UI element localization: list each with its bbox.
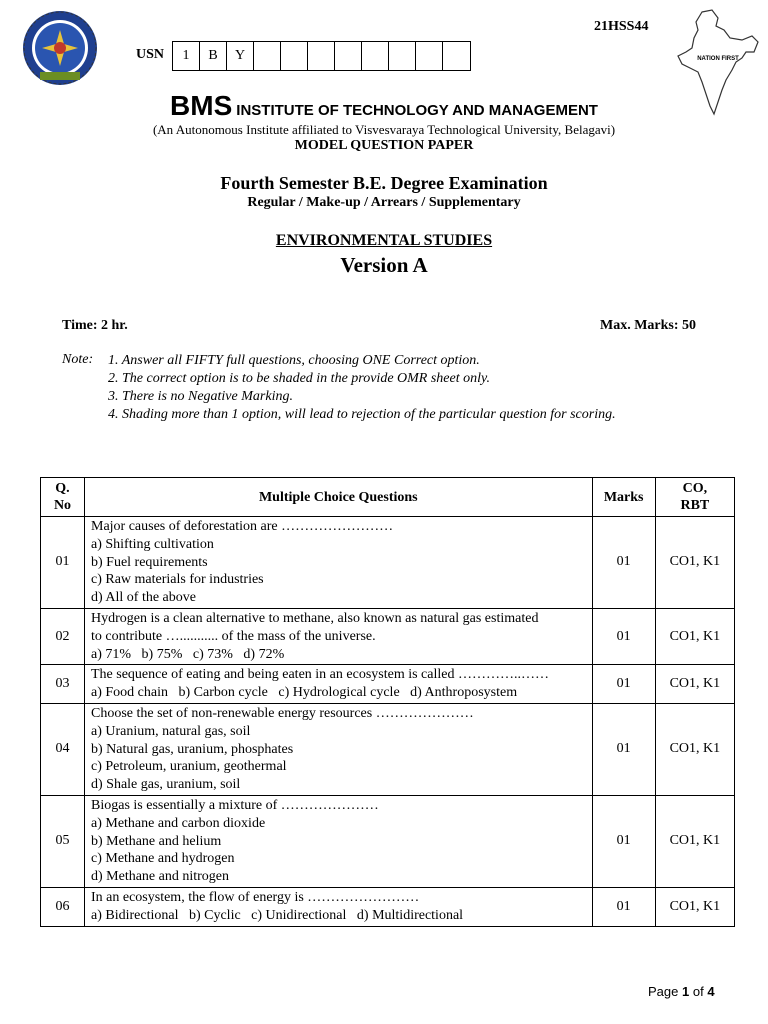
question-stem: The sequence of eating and being eaten in an ecosystem is called …………..…… (91, 667, 549, 683)
question-co-rbt: CO1, K1 (655, 517, 734, 609)
questions-table (40, 477, 735, 927)
question-option: b) Methane and helium (91, 833, 222, 849)
course-code: 21HSS44 (594, 19, 649, 34)
usn-box[interactable] (335, 42, 362, 70)
question-marks: 01 (592, 887, 655, 926)
question-stem: Hydrogen is a clean alternative to methane, also known as natural gas estimated (91, 610, 539, 626)
question-text (85, 795, 593, 887)
note-item: 1. Answer all FIFTY full questions, choosing ONE Correct option. (108, 353, 480, 368)
question-option: b) Fuel requirements (91, 554, 208, 570)
question-option: a) Methane and carbon dioxide (91, 815, 266, 831)
questions-body (41, 517, 735, 927)
question-marks: 01 (592, 795, 655, 887)
question-header: Multiple Choice Questions (85, 478, 593, 517)
question-option: b) Natural gas, uranium, phosphates (91, 741, 294, 757)
question-co-rbt: CO1, K1 (655, 887, 734, 926)
table-row (41, 795, 735, 887)
question-text (85, 703, 593, 795)
institute-title (0, 90, 768, 122)
usn-boxes (172, 41, 471, 71)
question-option: c) Raw materials for industries (91, 572, 264, 588)
note-item: 2. The correct option is to be shaded in the provide OMR sheet only. (108, 371, 490, 386)
exam-time: Time: 2 hr. (62, 318, 128, 333)
question-marks: 01 (592, 517, 655, 609)
notes-list (108, 352, 616, 424)
affiliation-text: (An Autonomous Institute affiliated to Visvesvaraya Technological University, Belagavi) (152, 122, 616, 137)
question-option: a) Uranium, natural gas, soil (91, 723, 251, 739)
exam-title: Fourth Semester B.E. Degree Examination (220, 173, 548, 193)
table-header-row (41, 478, 735, 517)
question-number: 01 (41, 517, 85, 609)
question-marks: 01 (592, 608, 655, 664)
question-stem: Biogas is essentially a mixture of ………………… (91, 797, 379, 813)
usn-box[interactable] (254, 42, 281, 70)
question-co-rbt: CO1, K1 (655, 703, 734, 795)
question-marks: 01 (592, 703, 655, 795)
question-marks: 01 (592, 665, 655, 704)
question-text (85, 887, 593, 926)
usn-label: USN (136, 47, 165, 62)
question-text (85, 517, 593, 609)
question-stem: In an ecosystem, the flow of energy is …………………… (91, 889, 420, 905)
question-co-rbt: CO1, K1 (655, 608, 734, 664)
question-co-rbt: CO1, K1 (655, 665, 734, 704)
note-label: Note: (62, 352, 94, 367)
usn-box[interactable] (362, 42, 389, 70)
question-number: 06 (41, 887, 85, 926)
usn-box[interactable]: B (200, 42, 227, 70)
question-number: 03 (41, 665, 85, 704)
question-option: c) Petroleum, uranium, geothermal (91, 759, 287, 775)
question-option: a) Shifting cultivation (91, 536, 214, 552)
table-row (41, 665, 735, 704)
question-option: to contribute …........... of the mass of the universe. (91, 628, 376, 644)
usn-box[interactable] (416, 42, 443, 70)
question-text (85, 665, 593, 704)
usn-box[interactable] (389, 42, 416, 70)
co-header: CO, RBT (655, 478, 734, 517)
question-option: d) Methane and nitrogen (91, 869, 230, 885)
question-number: 02 (41, 608, 85, 664)
note-item: 4. Shading more than 1 option, will lead to rejection of the particular question for scoring. (108, 407, 616, 422)
version-label: Version A (340, 253, 428, 277)
question-option: a) Bidirectional b) Cyclic c) Unidirectional d) Multidirectional (91, 907, 464, 923)
question-stem: Choose the set of non-renewable energy resources ………………… (91, 705, 474, 721)
question-option: d) All of the above (91, 590, 196, 606)
institute-full-name: INSTITUTE OF TECHNOLOGY AND MANAGEMENT (236, 102, 598, 119)
question-option: a) Food chain b) Carbon cycle c) Hydrological cycle d) Anthroposystem (91, 685, 518, 701)
marks-header: Marks (592, 478, 655, 517)
question-option: c) Methane and hydrogen (91, 851, 235, 867)
usn-box[interactable]: Y (227, 42, 254, 70)
question-co-rbt: CO1, K1 (655, 795, 734, 887)
map-caption: NATION FIRST (697, 56, 739, 62)
institute-logo (22, 10, 98, 86)
usn-box[interactable] (443, 42, 470, 70)
paper-type: MODEL QUESTION PAPER (294, 138, 474, 153)
qno-header: Q. No (41, 478, 85, 517)
usn-box[interactable] (308, 42, 335, 70)
max-marks: Max. Marks: 50 (600, 318, 697, 333)
question-number: 05 (41, 795, 85, 887)
question-number: 04 (41, 703, 85, 795)
table-row (41, 887, 735, 926)
note-item: 3. There is no Negative Marking. (108, 389, 293, 404)
question-text (85, 608, 593, 664)
question-option: d) Shale gas, uranium, soil (91, 777, 241, 793)
usn-box[interactable] (281, 42, 308, 70)
subject-title: ENVIRONMENTAL STUDIES (275, 232, 493, 249)
exam-subtitle: Regular / Make-up / Arrears / Supplementary (247, 195, 521, 210)
page-footer: Page 1 of 4 (648, 984, 715, 999)
usn-box[interactable]: 1 (173, 42, 200, 70)
question-stem: Major causes of deforestation are …………………… (91, 519, 394, 534)
table-row (41, 608, 735, 664)
table-row (41, 703, 735, 795)
institute-short-name: BMS (170, 90, 233, 121)
question-option: a) 71% b) 75% c) 73% d) 72% (91, 646, 285, 662)
table-row (41, 517, 735, 609)
